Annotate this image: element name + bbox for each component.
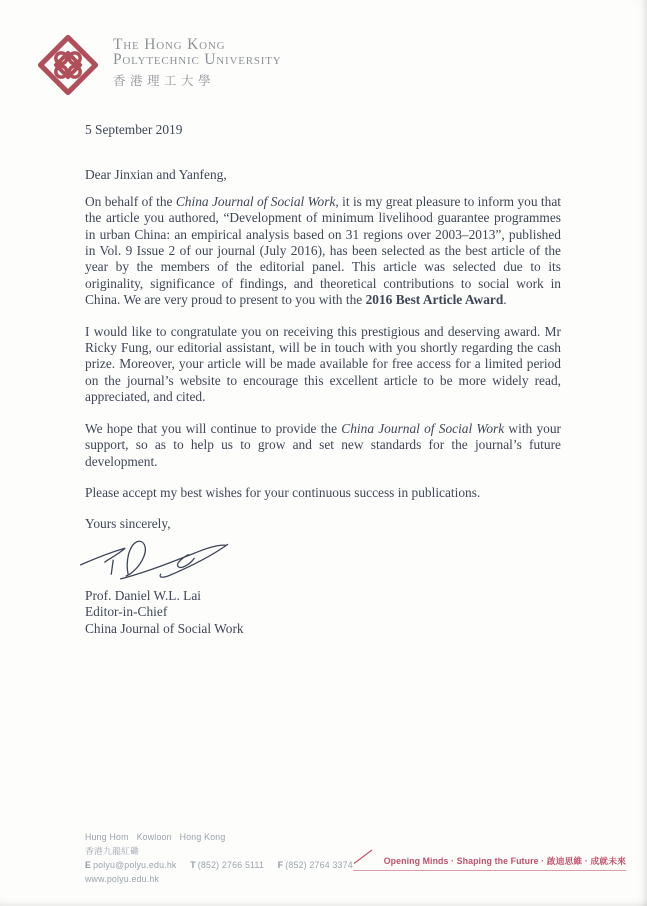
letter-content (85, 122, 561, 638)
university-name (113, 33, 282, 89)
footer-slogan-block (353, 849, 626, 871)
fax-contact (278, 860, 353, 870)
email-contact (85, 860, 177, 870)
address-english: Hung Hom Kowloon Hong Kong (85, 832, 226, 842)
signer-block (85, 588, 561, 638)
fax-value: (852) 2764 3374 (285, 860, 353, 870)
signature (73, 536, 561, 590)
letterhead (36, 33, 282, 97)
letter-body (85, 194, 561, 502)
university-name-chinese: 香港理工大學 (113, 74, 216, 88)
letter-paragraph: Please accept my best wishes for your continuous success in publications. (85, 484, 481, 500)
letter-date: 5 September 2019 (85, 122, 183, 137)
letter-paragraph: I would like to congratulate you on receiving this prestigious and deserving award. Mr Ricky Fung, our editorial assistant, will be in touch with you shortly regarding the cash prize. Moreover, your article will be made available for free access for a limited period on the journal’s website to encourage this excellent article to be more widely read, appreciated, and cited. (85, 323, 561, 405)
polyu-logo-icon (36, 33, 100, 97)
email-label: E (85, 860, 92, 870)
university-name-line1: The Hong Kong (113, 36, 226, 53)
contact-line (85, 858, 364, 872)
letter-paragraph: On behalf of the China Journal of Social Work, it is my great pleasure to inform you that the article you authored, “Development of minimum livelihood guarantee programmes in urban China: an empirical analysis based on 31 regions over 2003–2013”, published in Vol. 9 Issue 2 of our journal (July 2016), has been selected as the best article of the year by the members of the editorial panel. This article was selected due to its originality, significance of findings, and theoretical contributions to social work in China. We are very proud to present to you with the 2016 Best Article Award. (85, 193, 562, 308)
footer-address-block (85, 830, 364, 886)
phone-contact (190, 860, 264, 870)
signer-name: Prof. Daniel W.L. Lai (85, 587, 202, 603)
fax-label: F (277, 860, 284, 870)
signer-title: Editor-in-Chief (85, 604, 168, 620)
address-chinese: 香港九龍紅磡 (85, 846, 139, 856)
salutation: Dear Jinxian and Yanfeng, (85, 167, 227, 183)
slash-icon (353, 849, 377, 869)
university-name-line2: Polytechnic University (113, 51, 282, 68)
phone-value: (852) 2766 5111 (197, 860, 265, 870)
website: www.polyu.edu.hk (85, 874, 160, 884)
phone-label: T (190, 860, 196, 870)
slogan (353, 849, 626, 871)
email-value: polyu@polyu.edu.hk (93, 860, 177, 870)
closing: Yours sincerely, (85, 516, 171, 532)
slogan-text: Opening Minds · Shaping the Future · 啟迪思維 · 成就未來 (383, 856, 626, 866)
signer-organization: China Journal of Social Work (85, 620, 244, 636)
letter-paragraph: We hope that you will continue to provide the China Journal of Social Work with your support, so as to help us to grow and set new standards for the journal’s future development. (85, 420, 562, 469)
